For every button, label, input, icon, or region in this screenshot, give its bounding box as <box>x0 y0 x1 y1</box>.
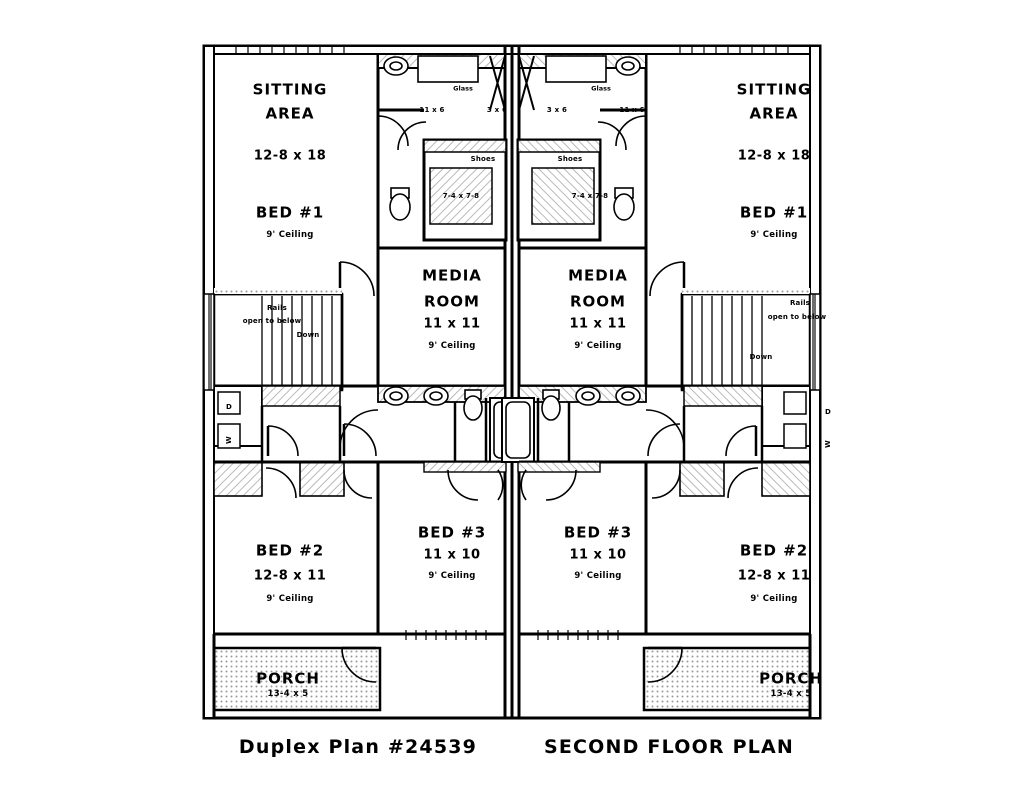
open-to-below-label-right: open to below <box>767 312 827 321</box>
closet-dim-left: 7-4 x 7-8 <box>442 191 480 200</box>
room-ceiling-media-right: 9' Ceiling <box>574 341 622 352</box>
room-label-bed2-right: BED #2 <box>739 541 809 560</box>
room-dim-bed2-right: 12-8 x 11 <box>737 568 811 584</box>
window-size-a-right: 11 x 6 <box>619 105 645 114</box>
room-dim-sitting-left: 12-8 x 18 <box>253 148 327 164</box>
room-ceiling-bed2-left: 9' Ceiling <box>266 594 314 605</box>
room-dim-media-left: 11 x 11 <box>423 316 481 332</box>
room-ceiling-media-left: 9' Ceiling <box>428 341 476 352</box>
room-label-sitting-area-left: AREA <box>265 104 315 123</box>
room-label-bed1-left: BED #1 <box>255 203 325 222</box>
room-label-media2-right: ROOM <box>570 292 626 311</box>
room-label-bed3-left: BED #3 <box>417 523 487 542</box>
room-ceiling-bed2-right: 9' Ceiling <box>750 594 798 605</box>
plan-title-left: Duplex Plan #24539 <box>238 736 478 759</box>
window-size-a-left: 11 x 6 <box>419 105 445 114</box>
room-label-media-left: MEDIA <box>422 266 482 285</box>
glass-label-left: Glass <box>453 84 473 93</box>
room-label-porch-right: PORCH <box>759 669 823 688</box>
plan-title-right: SECOND FLOOR PLAN <box>543 736 795 759</box>
room-dim-sitting-right: 12-8 x 18 <box>737 148 811 164</box>
window-size-b-right: 3 x 6 <box>546 105 568 114</box>
room-dim-bed3-left: 11 x 10 <box>423 547 481 563</box>
room-label-sitting-area-right: AREA <box>749 104 799 123</box>
rails-label-left: Rails <box>266 303 288 312</box>
window-size-b-left: 3 x 6 <box>486 105 508 114</box>
shoes-label-right: Shoes <box>557 154 583 163</box>
shoes-label-left: Shoes <box>470 154 496 163</box>
room-label-sitting-left: SITTING <box>252 80 328 99</box>
open-to-below-label-left: open to below <box>242 316 302 325</box>
plan-linework <box>204 46 820 718</box>
room-label-media2-left: ROOM <box>424 292 480 311</box>
washer-label-right: W <box>823 440 832 448</box>
dryer-label-right: D <box>824 407 832 416</box>
room-label-bed1-right: BED #1 <box>739 203 809 222</box>
room-dim-bed2-left: 12-8 x 11 <box>253 568 327 584</box>
washer-label-left: W <box>224 436 233 444</box>
room-dim-porch-right: 13-4 x 5 <box>770 689 812 700</box>
room-dim-bed3-right: 11 x 10 <box>569 547 627 563</box>
room-ceiling-bed1-left: 9' Ceiling <box>266 230 314 241</box>
room-label-media-right: MEDIA <box>568 266 628 285</box>
glass-label-right: Glass <box>591 84 611 93</box>
down-label-right: Down <box>749 352 773 361</box>
room-label-bed3-right: BED #3 <box>563 523 633 542</box>
room-label-porch-left: PORCH <box>256 669 320 688</box>
dryer-label-left: D <box>225 402 233 411</box>
rails-label-right: Rails <box>789 298 811 307</box>
room-ceiling-bed3-right: 9' Ceiling <box>574 571 622 582</box>
room-label-sitting-right: SITTING <box>736 80 812 99</box>
down-label-left: Down <box>296 330 320 339</box>
closet-dim-right: 7-4 x 7-8 <box>571 191 609 200</box>
room-label-bed2-left: BED #2 <box>255 541 325 560</box>
room-ceiling-bed1-right: 9' Ceiling <box>750 230 798 241</box>
room-dim-media-right: 11 x 11 <box>569 316 627 332</box>
room-dim-porch-left: 13-4 x 5 <box>267 689 309 700</box>
room-ceiling-bed3-left: 9' Ceiling <box>428 571 476 582</box>
